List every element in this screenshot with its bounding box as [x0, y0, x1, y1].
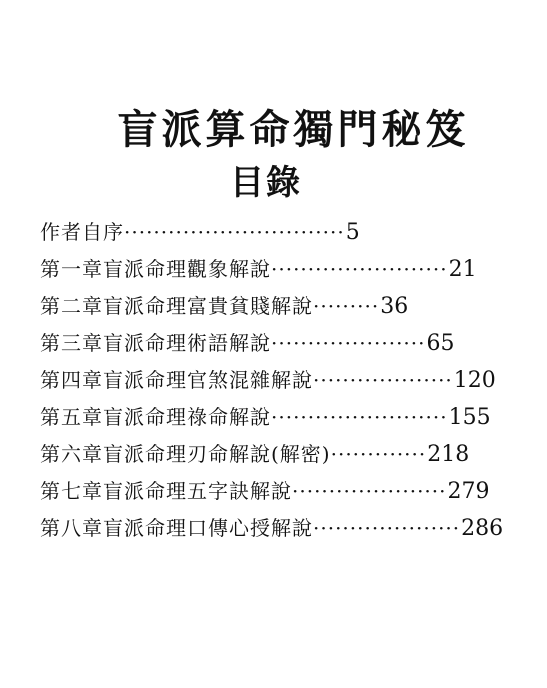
toc-leader-dots: ····················· — [292, 479, 447, 503]
toc-leader-dots: ······························ — [124, 220, 345, 244]
toc-page-number: 286 — [461, 516, 504, 541]
toc-entry-label: 第二章盲派命理富貴貧賤解說 — [40, 294, 313, 318]
table-of-contents — [40, 214, 520, 547]
toc-page-number: 279 — [447, 479, 490, 504]
toc-leader-dots: ··················· — [313, 368, 453, 392]
toc-page-number: 120 — [453, 368, 496, 393]
toc-leader-dots: ········· — [313, 294, 380, 318]
toc-page-number: 5 — [345, 220, 360, 245]
toc-entry — [40, 214, 520, 251]
toc-page-number: 65 — [426, 331, 455, 356]
toc-entry — [40, 362, 520, 399]
toc-entry-label: 第八章盲派命理口傳心授解說 — [40, 516, 313, 540]
document-title: 盲派算命獨門秘笈 — [117, 107, 470, 153]
toc-entry — [40, 251, 520, 288]
toc-heading: 目錄 — [230, 163, 302, 203]
toc-entry-label: 第一章盲派命理觀象解說 — [40, 257, 271, 281]
toc-entry — [40, 399, 520, 436]
toc-leader-dots: ························ — [271, 405, 448, 429]
toc-entry — [40, 473, 520, 510]
toc-entry — [40, 288, 520, 325]
toc-entry-label: 第七章盲派命理五字訣解說 — [40, 479, 292, 503]
toc-page-number: 155 — [448, 405, 491, 430]
toc-entry-label: 作者自序 — [40, 220, 124, 244]
toc-entry-label: 第四章盲派命理官煞混雜解說 — [40, 368, 313, 392]
toc-entry-label: 第六章盲派命理刃命解說(解密) — [40, 442, 331, 466]
toc-leader-dots: ····················· — [271, 331, 426, 355]
toc-page-number: 218 — [427, 442, 470, 467]
toc-leader-dots: ························ — [271, 257, 448, 281]
toc-page-number: 21 — [448, 257, 477, 282]
toc-entry — [40, 325, 520, 362]
toc-entry-label: 第三章盲派命理術語解說 — [40, 331, 271, 355]
toc-leader-dots: ···················· — [313, 516, 461, 540]
toc-entry — [40, 436, 520, 473]
toc-entry — [40, 510, 520, 547]
toc-entry-label: 第五章盲派命理祿命解說 — [40, 405, 271, 429]
toc-leader-dots: ············· — [330, 442, 427, 466]
toc-page-number: 36 — [380, 294, 409, 319]
